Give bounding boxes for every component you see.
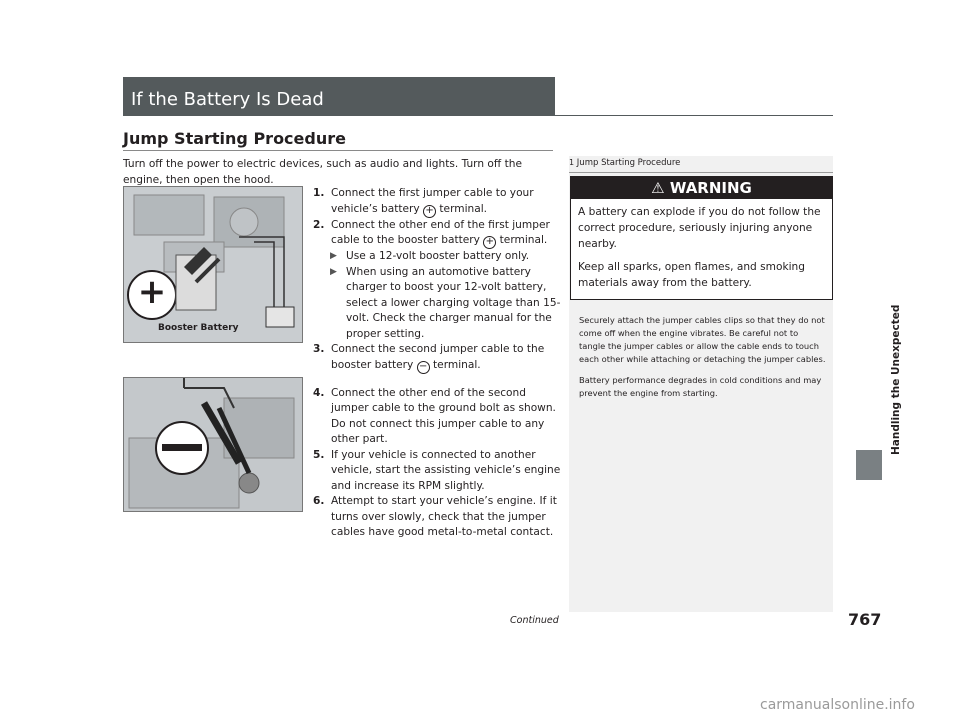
note-marker: 1 <box>569 158 575 167</box>
step-2-note-1: ▶ Use a 12-volt booster battery only. <box>313 249 563 265</box>
sidebar-notes <box>569 156 833 612</box>
step-5: 5. If your vehicle is connected to another vehicle, start the assisting vehicle’s engine and increase its RPM slightly. <box>313 448 561 492</box>
section-rule <box>123 150 553 151</box>
continued-label: Continued <box>510 615 559 626</box>
warning-header: ⚠ WARNING <box>571 177 832 199</box>
negative-terminal-icon: − <box>417 361 430 374</box>
watermark: carmanualsonline.info <box>760 697 915 713</box>
chapter-tab-label: Handling the Unexpected <box>890 304 902 455</box>
step-2-note-2: ▶ When using an automotive battery charger to boost your 12-volt battery, select a lower charging voltage than 15-volt. Check the charger manual for the proper setting. <box>330 265 561 340</box>
procedure-steps <box>313 186 563 541</box>
arrow-icon: ▶ <box>330 266 337 277</box>
positive-terminal-icon: + <box>423 205 436 218</box>
sidebar-body <box>579 314 827 408</box>
sidebar-heading: 1 Jump Starting Procedure <box>569 158 681 168</box>
sidebar-rule <box>569 172 833 173</box>
section-title: Jump Starting Procedure <box>123 129 346 148</box>
arrow-icon: ▶ <box>330 251 337 261</box>
positive-terminal-icon: + <box>483 236 496 249</box>
chapter-tab-marker <box>856 450 882 480</box>
warning-text-1: A battery can explode if you do not follow the correct procedure, seriously injuring anyone nearby. <box>578 206 821 250</box>
step-2: 2. Connect the other end of the first jumper cable to the booster battery + terminal. <box>313 218 550 247</box>
note-1: Securely attach the jumper cables clips so that they do not come off when the engine vibrates. Be careful not to tangle the jumper cables or allow the cable ends to touch each other while attaching or detaching the jumper cables. <box>579 315 826 364</box>
step-4: 4. Connect the other end of the second jumper cable to the ground bolt as shown. Do not connect this jumper cable to any other part. <box>313 386 556 445</box>
warning-icon: ⚠ <box>651 179 665 197</box>
step-6: 6. Attempt to start your vehicle’s engine. If it turns over slowly, check that the jumper cables have good metal-to-metal contact. <box>313 495 557 538</box>
engine-bay-illustration <box>124 187 302 342</box>
chapter-title: If the Battery Is Dead <box>131 89 324 110</box>
chapter-title-bar <box>123 77 555 116</box>
plus-symbol: + <box>137 272 167 312</box>
warning-body <box>578 204 826 298</box>
step-3: 3. Connect the second jumper cable to the booster battery − terminal. <box>313 343 545 372</box>
warning-text-2: Keep all sparks, open flames, and smoking materials away from the battery. <box>578 261 805 289</box>
step-1: 1. Connect the first jumper cable to your vehicle’s battery + terminal. <box>313 187 534 216</box>
title-rule <box>555 115 833 116</box>
figure-caption: Booster Battery <box>158 323 239 333</box>
page-number: 767 <box>848 610 882 629</box>
ground-bolt-illustration <box>124 378 302 511</box>
ground-bolt-figure <box>123 377 303 512</box>
intro-text: Turn off the power to electric devices, such as audio and lights. Turn off the engine, then open the hood. <box>123 158 522 186</box>
note-2: Battery performance degrades in cold conditions and may prevent the engine from starting. <box>579 375 822 398</box>
booster-battery-figure <box>123 186 303 343</box>
warning-box <box>570 176 833 300</box>
